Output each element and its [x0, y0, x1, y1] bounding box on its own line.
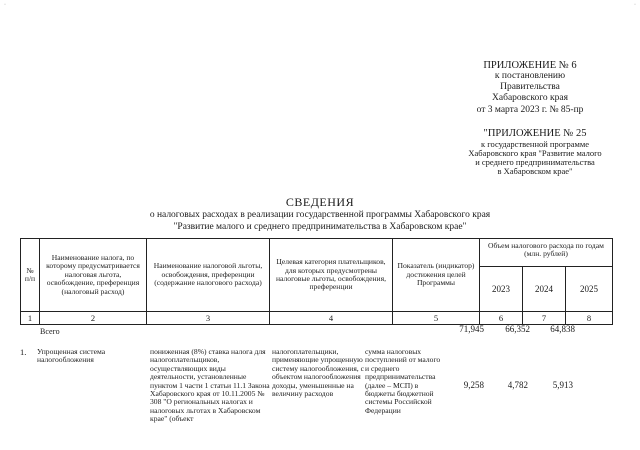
row-value-2025: 5,913	[552, 380, 573, 390]
total-value-2024: 66,352	[505, 324, 530, 334]
total-value-2025: 64,838	[550, 324, 575, 334]
corner-mark: ·	[634, 2, 636, 8]
row-value-2023: 9,258	[463, 380, 484, 390]
header-year: 2023	[480, 267, 523, 312]
appendix-6-line: Хабаровского края	[492, 93, 568, 103]
header-indicator: Показатель (индикатор) достижения целей Программы	[393, 239, 480, 312]
appendix-25-title: "ПРИЛОЖЕНИЕ № 25	[483, 128, 587, 139]
row-value-2024: 4,782	[507, 380, 528, 390]
row-category: налогоплательщики, применяющие упрощенную систему налогообложения, с объектом налогообложения доходы, уменьшенные на величину расходов	[272, 347, 364, 399]
total-value-2023: 71,945	[459, 324, 484, 334]
header-tax-name: Наименование налога, по которому предусматривается налоговая льгота, освобождение, преференция (налоговый расход)	[40, 239, 147, 312]
header-benefit-name: Наименование налоговой льготы, освобождения, преференции (содержание налогового расхода)	[147, 239, 270, 312]
heading-line: о налоговых расходах в реализации государственной программы Хабаровского края	[149, 210, 491, 220]
appendix-6-date: от 3 марта 2023 г. № 85-пр	[476, 105, 584, 115]
header-target-category: Целевая категория плательщиков, для которых предусмотрены налоговые льготы, освобождения, преференции	[270, 239, 393, 312]
appendix-6-block	[455, 60, 605, 116]
column-number: 5	[393, 312, 480, 325]
column-number: 7	[523, 312, 566, 325]
appendix-25-block	[455, 128, 615, 176]
appendix-6-line: Правительства	[500, 82, 560, 92]
header-year: 2025	[566, 267, 613, 312]
column-number: 3	[147, 312, 270, 325]
appendix-25-line: и среднего предпринимательства	[475, 157, 595, 167]
tax-expenses-table	[20, 238, 613, 325]
column-number: 8	[566, 312, 613, 325]
document-heading	[60, 195, 580, 233]
total-label: Всего	[40, 327, 60, 336]
row-benefit: пониженная (8%) ставка налога для налогоплательщиков, осуществляющих виды деятельности, установленные пунктом 1 части 1 статьи 11.1 Закона Хабаровского края от 10.11.2005 № 308 "О региональных налогах и налоговых льготах в Хабаровском крае" (объект	[150, 347, 270, 424]
header-year: 2024	[523, 267, 566, 312]
heading-title: СВЕДЕНИЯ	[285, 195, 355, 209]
corner-mark: ·	[4, 2, 6, 8]
header-volume: Объем налогового расхода по годам (млн. рублей)	[480, 239, 613, 267]
row-tax-name: Упрощенная система налогообложения	[37, 347, 106, 365]
header-num: № п/п	[21, 239, 40, 312]
appendix-6-line: к постановлению	[494, 71, 566, 81]
row-num: 1.	[20, 347, 27, 357]
heading-line: "Развитие малого и среднего предпринимательства в Хабаровском крае"	[173, 222, 467, 232]
appendix-25-line: Хабаровского края "Развитие малого	[468, 148, 602, 158]
appendix-25-line: в Хабаровском крае"	[497, 166, 573, 176]
column-number: 2	[40, 312, 147, 325]
column-number: 4	[270, 312, 393, 325]
column-number: 1	[21, 312, 40, 325]
appendix-6-title: ПРИЛОЖЕНИЕ № 6	[483, 60, 577, 71]
row-indicator: сумма налоговых поступлений от малого и среднего предпринимательства (далее – МСП) в бюджеты бюджетной системы Российской Федерации	[365, 347, 441, 415]
appendix-25-line: к государственной программе	[480, 139, 590, 149]
column-number: 6	[480, 312, 523, 325]
